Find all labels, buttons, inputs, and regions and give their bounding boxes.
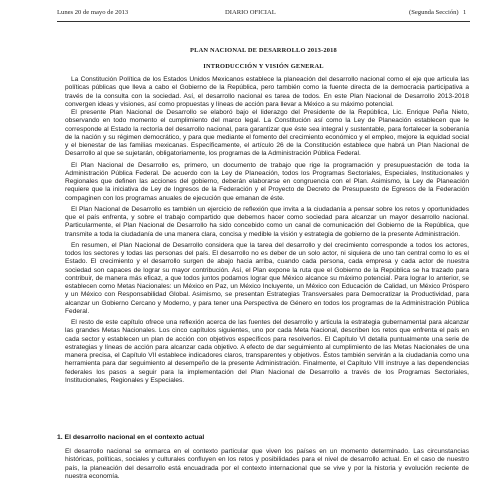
page-header [57,9,470,21]
header-publication: DIARIO OFICIAL [225,9,276,16]
document-title: PLAN NACIONAL DE DESARROLLO 2013-2018 [190,47,337,54]
header-rule [57,21,470,22]
paragraph: El Plan Nacional de Desarrollo es, primero, un documento de trabajo que rige la programación y presupuestación de toda la Administración Pública Federal. De acuerdo con la Ley de Planeación, todos los Programas Sectoriales, Especiales, Institucionales y Regionales que definen las acciones del gobierno, deberán elaborarse en congruencia con el Plan. Asimismo, la Ley de Planeación requiere que la iniciativa de Ley de Ingresos de la Federación y el Proyecto de Decreto de Presupuesto de Egresos de la Federación compaginen con los programas anuales de ejecución que emanan de éste. [65,161,469,202]
paragraph: El presente Plan Nacional de Desarrollo se elaboró bajo el liderazgo del Presidente de la República, Lic. Enrique Peña Nieto, observando en todo momento el cumplimiento del marco legal. La Constitución así como la Ley de Planeación establecen que le corresponde al Estado la rectoría del desarrollo nacional, para garantizar que éste sea integral y sustentable, para fortalecer la soberanía de la nación y su régimen democrático, y para que mediante el fomento del crecimiento económico y el empleo, mejore la equidad social y el bienestar de las familias mexicanas. Específicamente, el artículo 26 de la Constitución establece que habrá un Plan Nacional de Desarrollo al que se sujetarán, obligatoriamente, los programas de la Administración Pública Federal. [65,109,469,158]
header-date: Lunes 20 de mayo de 2013 [57,9,129,16]
section-body [65,448,469,481]
paragraph: En resumen, el Plan Nacional de Desarrollo considera que la tarea del desarrollo y del crecimiento corresponde a todos los actores, todos los sectores y todas las personas del país. El desarrollo no es deber de un solo actor, ni siquiera de uno tan central como lo es el Estado. El crecimiento y el desarrollo surgen de abajo hacia arriba, cuando cada persona, cada empresa y cada actor de nuestra sociedad son capaces de lograr su mayor contribución. Así, el Plan expone la ruta que el Gobierno de la República se ha trazado para contribuir, de manera más eficaz, a que todos juntos podamos lograr que México alcance su máximo potencial. Para lograr lo anterior, se establecen como Metas Nacionales: un México en Paz, un México Incluyente, un México con Educación de Calidad, un México Próspero y un México con Responsabilidad Global. Asimismo, se presentan Estrategias Transversales para Democratizar la Productividad, para alcanzar un Gobierno Cercano y Moderno, y para tener una Perspectiva de Género en todos los programas de la Administración Pública Federal. [65,241,469,315]
header-section: (Segunda Sección) [409,9,459,16]
document-subtitle: INTRODUCCIÓN Y VISIÓN GENERAL [203,63,324,70]
paragraph: El resto de este capítulo ofrece una reflexión acerca de las fuentes del desarrollo y articula la estrategia gubernamental para alcanzar las grandes Metas Nacionales. Los cinco capítulos siguientes, uno por cada Meta Nacional, describen los retos que enfrenta el país en cada sector y establecen un plan de acción con objetivos específicos para resolverlos. El Capítulo VI detalla puntualmente una serie de estrategias y líneas de acción para alcanzar cada objetivo. A efecto de dar seguimiento al cumplimiento de las Metas Nacionales de una manera precisa, el Capítulo VII establece indicadores claros, transparentes y objetivos. Éstos también servirán a la ciudadanía como una herramienta para dar seguimiento al desempeño de la presente Administración. Finalmente, el Capítulo VIII instruye a las dependencias federales los pasos a seguir para la implementación del Plan Nacional de Desarrollo a través de los Programas Sectoriales, Institucionales, Regionales y Especiales. [65,319,469,384]
paragraph: El desarrollo nacional se enmarca en el contexto particular que viven los países en un momento determinado. Las circunstancias históricas, políticas, sociales y culturales confluyen en los retos y posibilidades para el nivel de desarrollo actual. En el caso de nuestro país, la planeación del desarrollo está encuadrada por el contexto internacional que se vive y por la historia y evolución reciente de nuestra economía. [65,448,469,480]
body-text [65,76,469,385]
header-page-number: 1 [463,9,467,16]
section-heading: 1. El desarrollo nacional en el contexto actual [57,434,205,441]
paragraph: El Plan Nacional de Desarrollo es también un ejercicio de reflexión que invita a la ciudadanía a pensar sobre los retos y oportunidades que el país enfrenta, y sobre el trabajo compartido que debemos hacer como sociedad para alcanzar un mayor desarrollo nacional. Particularmente, el Plan Nacional de Desarrollo ha sido concebido como un canal de comunicación del Gobierno de la República, que transmite a toda la ciudadanía de una manera clara, concisa y medible la visión y estrategia de gobierno de la presente Administración. [65,205,469,238]
paragraph: La Constitución Política de los Estados Unidos Mexicanos establece la planeación del desarrollo nacional como el eje que articula las políticas públicas que lleva a cabo el Gobierno de la República, pero también como la fuente directa de la democracia participativa a través de la consulta con la sociedad. Así, el desarrollo nacional es tarea de todos. En este Plan Nacional de Desarrollo 2013-2018 convergen ideas y visiones, así como propuestas y líneas de acción para llevar a México a su máximo potencial. [65,76,469,108]
